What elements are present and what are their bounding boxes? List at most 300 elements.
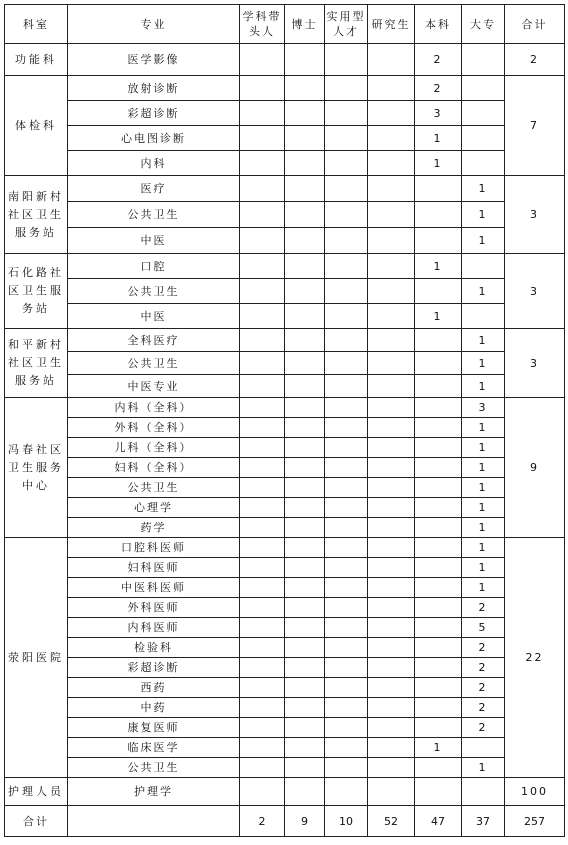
empty-cell	[368, 151, 415, 176]
grand-total-value: 257	[505, 806, 565, 837]
dazhuan-cell: 1	[462, 228, 505, 254]
header-cell: 研究生	[368, 5, 415, 44]
empty-cell	[368, 738, 415, 758]
dazhuan-cell	[462, 738, 505, 758]
empty-cell	[285, 578, 325, 598]
empty-cell	[240, 418, 285, 438]
empty-cell	[285, 228, 325, 254]
dazhuan-cell: 1	[462, 458, 505, 478]
empty-cell	[368, 518, 415, 538]
empty-cell	[368, 254, 415, 279]
major-cell: 妇科医师	[68, 558, 240, 578]
empty-cell	[368, 778, 415, 806]
grand-total-value: 47	[415, 806, 462, 837]
empty-cell	[285, 518, 325, 538]
empty-cell	[368, 398, 415, 418]
benke-cell: 3	[415, 101, 462, 126]
empty-cell	[240, 698, 285, 718]
empty-cell	[325, 101, 368, 126]
major-cell: 心电图诊断	[68, 126, 240, 151]
empty-cell	[325, 228, 368, 254]
empty-cell	[240, 578, 285, 598]
table-row	[5, 738, 565, 758]
empty-cell	[240, 126, 285, 151]
empty-cell	[325, 176, 368, 202]
empty-cell	[285, 44, 325, 76]
table-row	[5, 352, 565, 375]
dazhuan-cell: 1	[462, 329, 505, 352]
benke-cell	[415, 202, 462, 228]
empty-cell	[325, 375, 368, 398]
empty-cell	[240, 638, 285, 658]
empty-cell	[240, 498, 285, 518]
empty-cell	[240, 304, 285, 329]
benke-cell: 2	[415, 76, 462, 101]
benke-cell	[415, 698, 462, 718]
table-row	[5, 279, 565, 304]
empty-cell	[285, 329, 325, 352]
benke-cell	[415, 228, 462, 254]
major-cell: 公共卫生	[68, 758, 240, 778]
dazhuan-cell: 1	[462, 438, 505, 458]
empty-cell	[285, 418, 325, 438]
empty-cell	[285, 458, 325, 478]
dazhuan-cell: 1	[462, 518, 505, 538]
empty-cell	[240, 718, 285, 738]
empty-cell	[325, 254, 368, 279]
header-cell: 大专	[462, 5, 505, 44]
grand-total-value: 2	[240, 806, 285, 837]
total-cell: 3	[505, 176, 565, 254]
dazhuan-cell	[462, 151, 505, 176]
table-row	[5, 438, 565, 458]
empty-cell	[325, 758, 368, 778]
empty-cell	[240, 438, 285, 458]
table-row	[5, 418, 565, 438]
empty-cell	[240, 228, 285, 254]
empty-cell	[368, 758, 415, 778]
table-row	[5, 151, 565, 176]
benke-cell: 1	[415, 126, 462, 151]
dazhuan-cell: 1	[462, 202, 505, 228]
benke-cell: 1	[415, 254, 462, 279]
dazhuan-cell: 1	[462, 176, 505, 202]
empty-cell	[368, 438, 415, 458]
dazhuan-cell: 1	[462, 578, 505, 598]
empty-cell	[285, 718, 325, 738]
major-cell: 公共卫生	[68, 478, 240, 498]
dazhuan-cell: 2	[462, 598, 505, 618]
benke-cell	[415, 578, 462, 598]
empty-cell	[325, 538, 368, 558]
header-cell: 科室	[5, 5, 68, 44]
empty-cell	[285, 375, 325, 398]
empty-cell	[325, 618, 368, 638]
empty-cell	[285, 438, 325, 458]
empty-cell	[325, 598, 368, 618]
empty-cell	[285, 304, 325, 329]
empty-cell	[240, 176, 285, 202]
benke-cell	[415, 279, 462, 304]
table-row	[5, 329, 565, 352]
empty-cell	[68, 806, 240, 837]
empty-cell	[325, 498, 368, 518]
empty-cell	[285, 658, 325, 678]
empty-cell	[240, 738, 285, 758]
empty-cell	[325, 658, 368, 678]
empty-cell	[285, 618, 325, 638]
benke-cell	[415, 658, 462, 678]
major-cell: 护理学	[68, 778, 240, 806]
table-row	[5, 398, 565, 418]
major-cell: 口腔	[68, 254, 240, 279]
benke-cell	[415, 375, 462, 398]
table-row	[5, 578, 565, 598]
table-row	[5, 698, 565, 718]
major-cell: 公共卫生	[68, 279, 240, 304]
benke-cell: 1	[415, 304, 462, 329]
empty-cell	[368, 578, 415, 598]
benke-cell	[415, 558, 462, 578]
empty-cell	[368, 176, 415, 202]
header-row	[5, 5, 565, 44]
grand-total-value: 37	[462, 806, 505, 837]
benke-cell	[415, 638, 462, 658]
dazhuan-cell: 1	[462, 279, 505, 304]
empty-cell	[368, 718, 415, 738]
empty-cell	[368, 698, 415, 718]
empty-cell	[325, 638, 368, 658]
empty-cell	[368, 658, 415, 678]
dazhuan-cell	[462, 76, 505, 101]
empty-cell	[285, 279, 325, 304]
major-cell: 外科医师	[68, 598, 240, 618]
empty-cell	[240, 76, 285, 101]
total-cell: 22	[505, 538, 565, 778]
empty-cell	[240, 202, 285, 228]
table-row	[5, 598, 565, 618]
dazhuan-cell: 3	[462, 398, 505, 418]
major-cell: 儿科（全科）	[68, 438, 240, 458]
dazhuan-cell	[462, 101, 505, 126]
empty-cell	[285, 538, 325, 558]
dazhuan-cell: 2	[462, 658, 505, 678]
table-row	[5, 538, 565, 558]
empty-cell	[325, 126, 368, 151]
empty-cell	[325, 718, 368, 738]
dazhuan-cell: 1	[462, 538, 505, 558]
empty-cell	[325, 352, 368, 375]
empty-cell	[240, 352, 285, 375]
empty-cell	[285, 678, 325, 698]
empty-cell	[240, 101, 285, 126]
major-cell: 公共卫生	[68, 352, 240, 375]
major-cell: 彩超诊断	[68, 101, 240, 126]
major-cell: 心理学	[68, 498, 240, 518]
table-row	[5, 718, 565, 738]
empty-cell	[325, 678, 368, 698]
table-row	[5, 176, 565, 202]
empty-cell	[240, 398, 285, 418]
empty-cell	[368, 329, 415, 352]
table-row	[5, 202, 565, 228]
empty-cell	[285, 126, 325, 151]
empty-cell	[368, 304, 415, 329]
major-cell: 中药	[68, 698, 240, 718]
table-row	[5, 778, 565, 806]
empty-cell	[368, 375, 415, 398]
header-cell: 学科带头人	[240, 5, 285, 44]
table-body	[5, 44, 565, 837]
benke-cell	[415, 398, 462, 418]
benke-cell	[415, 538, 462, 558]
dept-cell: 体检科	[5, 76, 68, 176]
empty-cell	[240, 618, 285, 638]
empty-cell	[368, 458, 415, 478]
dazhuan-cell: 1	[462, 758, 505, 778]
dazhuan-cell: 1	[462, 375, 505, 398]
dazhuan-cell	[462, 304, 505, 329]
major-cell: 中医	[68, 228, 240, 254]
benke-cell	[415, 778, 462, 806]
major-cell: 药学	[68, 518, 240, 538]
empty-cell	[240, 658, 285, 678]
dazhuan-cell: 1	[462, 352, 505, 375]
empty-cell	[240, 598, 285, 618]
benke-cell: 1	[415, 738, 462, 758]
total-cell: 100	[505, 778, 565, 806]
major-cell: 临床医学	[68, 738, 240, 758]
empty-cell	[368, 418, 415, 438]
major-cell: 全科医疗	[68, 329, 240, 352]
dazhuan-cell	[462, 254, 505, 279]
empty-cell	[240, 151, 285, 176]
empty-cell	[285, 778, 325, 806]
empty-cell	[240, 538, 285, 558]
benke-cell	[415, 518, 462, 538]
empty-cell	[285, 638, 325, 658]
empty-cell	[285, 202, 325, 228]
empty-cell	[285, 498, 325, 518]
table-row	[5, 76, 565, 101]
total-cell: 9	[505, 398, 565, 538]
grand-total-value: 9	[285, 806, 325, 837]
header-cell: 专业	[68, 5, 240, 44]
table-row	[5, 126, 565, 151]
header-cell: 本科	[415, 5, 462, 44]
dept-cell: 功能科	[5, 44, 68, 76]
major-cell: 外科（全科）	[68, 418, 240, 438]
total-cell: 3	[505, 254, 565, 329]
table-row	[5, 498, 565, 518]
major-cell: 彩超诊断	[68, 658, 240, 678]
total-cell: 7	[505, 76, 565, 176]
empty-cell	[325, 151, 368, 176]
empty-cell	[285, 176, 325, 202]
dazhuan-cell: 1	[462, 478, 505, 498]
empty-cell	[368, 202, 415, 228]
table-row	[5, 638, 565, 658]
empty-cell	[368, 126, 415, 151]
table-row	[5, 44, 565, 76]
empty-cell	[368, 352, 415, 375]
empty-cell	[240, 558, 285, 578]
empty-cell	[240, 518, 285, 538]
benke-cell: 2	[415, 44, 462, 76]
major-cell: 中医专业	[68, 375, 240, 398]
major-cell: 妇科（全科）	[68, 458, 240, 478]
empty-cell	[240, 478, 285, 498]
header-cell: 博士	[285, 5, 325, 44]
grand-total-value: 10	[325, 806, 368, 837]
major-cell: 检验科	[68, 638, 240, 658]
empty-cell	[325, 398, 368, 418]
dazhuan-cell: 1	[462, 498, 505, 518]
empty-cell	[285, 101, 325, 126]
dept-cell: 护理人员	[5, 778, 68, 806]
benke-cell	[415, 758, 462, 778]
dazhuan-cell	[462, 44, 505, 76]
empty-cell	[285, 558, 325, 578]
major-cell: 内科（全科）	[68, 398, 240, 418]
benke-cell	[415, 438, 462, 458]
empty-cell	[368, 558, 415, 578]
table-row	[5, 658, 565, 678]
major-cell: 公共卫生	[68, 202, 240, 228]
total-cell: 3	[505, 329, 565, 398]
empty-cell	[285, 478, 325, 498]
empty-cell	[368, 279, 415, 304]
empty-cell	[285, 758, 325, 778]
empty-cell	[285, 598, 325, 618]
empty-cell	[368, 44, 415, 76]
empty-cell	[368, 598, 415, 618]
empty-cell	[325, 518, 368, 538]
empty-cell	[285, 254, 325, 279]
empty-cell	[368, 478, 415, 498]
empty-cell	[325, 329, 368, 352]
empty-cell	[325, 698, 368, 718]
table-row	[5, 304, 565, 329]
empty-cell	[325, 418, 368, 438]
empty-cell	[285, 151, 325, 176]
benke-cell	[415, 678, 462, 698]
grand-total-value: 52	[368, 806, 415, 837]
dept-cell: 和平新村社区卫生服务站	[5, 329, 68, 398]
benke-cell: 1	[415, 151, 462, 176]
empty-cell	[240, 678, 285, 698]
benke-cell	[415, 176, 462, 202]
empty-cell	[325, 738, 368, 758]
major-cell: 中医科医师	[68, 578, 240, 598]
benke-cell	[415, 352, 462, 375]
major-cell: 放射诊断	[68, 76, 240, 101]
empty-cell	[325, 279, 368, 304]
total-cell: 2	[505, 44, 565, 76]
table-row	[5, 228, 565, 254]
major-cell: 口腔科医师	[68, 538, 240, 558]
header-cell: 实用型人才	[325, 5, 368, 44]
empty-cell	[285, 76, 325, 101]
empty-cell	[325, 578, 368, 598]
table-row	[5, 518, 565, 538]
benke-cell	[415, 498, 462, 518]
dazhuan-cell	[462, 778, 505, 806]
dept-cell: 冯春社区卫生服务中心	[5, 398, 68, 538]
grand-total-label: 合计	[5, 806, 68, 837]
empty-cell	[240, 329, 285, 352]
empty-cell	[240, 375, 285, 398]
dazhuan-cell: 5	[462, 618, 505, 638]
empty-cell	[240, 44, 285, 76]
dazhuan-cell: 2	[462, 718, 505, 738]
empty-cell	[285, 398, 325, 418]
dazhuan-cell: 2	[462, 698, 505, 718]
empty-cell	[368, 678, 415, 698]
major-cell: 医疗	[68, 176, 240, 202]
empty-cell	[325, 558, 368, 578]
empty-cell	[368, 498, 415, 518]
major-cell: 康复医师	[68, 718, 240, 738]
benke-cell	[415, 418, 462, 438]
empty-cell	[325, 76, 368, 101]
benke-cell	[415, 458, 462, 478]
empty-cell	[325, 44, 368, 76]
empty-cell	[325, 438, 368, 458]
benke-cell	[415, 718, 462, 738]
empty-cell	[240, 254, 285, 279]
empty-cell	[325, 458, 368, 478]
dazhuan-cell: 2	[462, 638, 505, 658]
header-cell: 合计	[505, 5, 565, 44]
benke-cell	[415, 329, 462, 352]
benke-cell	[415, 598, 462, 618]
dept-cell: 石化路社区卫生服务站	[5, 254, 68, 329]
major-cell: 医学影像	[68, 44, 240, 76]
empty-cell	[368, 76, 415, 101]
dazhuan-cell: 1	[462, 418, 505, 438]
table-row	[5, 375, 565, 398]
table-row	[5, 478, 565, 498]
table-row	[5, 678, 565, 698]
empty-cell	[240, 758, 285, 778]
table-row	[5, 254, 565, 279]
empty-cell	[368, 538, 415, 558]
major-cell: 内科	[68, 151, 240, 176]
table-row	[5, 458, 565, 478]
table-row	[5, 618, 565, 638]
benke-cell	[415, 618, 462, 638]
grand-total-row	[5, 806, 565, 837]
empty-cell	[285, 698, 325, 718]
empty-cell	[240, 458, 285, 478]
table-row	[5, 758, 565, 778]
empty-cell	[325, 304, 368, 329]
empty-cell	[240, 778, 285, 806]
empty-cell	[240, 279, 285, 304]
benke-cell	[415, 478, 462, 498]
empty-cell	[285, 352, 325, 375]
dazhuan-cell	[462, 126, 505, 151]
dazhuan-cell: 2	[462, 678, 505, 698]
major-cell: 内科医师	[68, 618, 240, 638]
major-cell: 西药	[68, 678, 240, 698]
table-row	[5, 558, 565, 578]
table-row	[5, 101, 565, 126]
dazhuan-cell: 1	[462, 558, 505, 578]
major-cell: 中医	[68, 304, 240, 329]
dept-cell: 荥阳医院	[5, 538, 68, 778]
